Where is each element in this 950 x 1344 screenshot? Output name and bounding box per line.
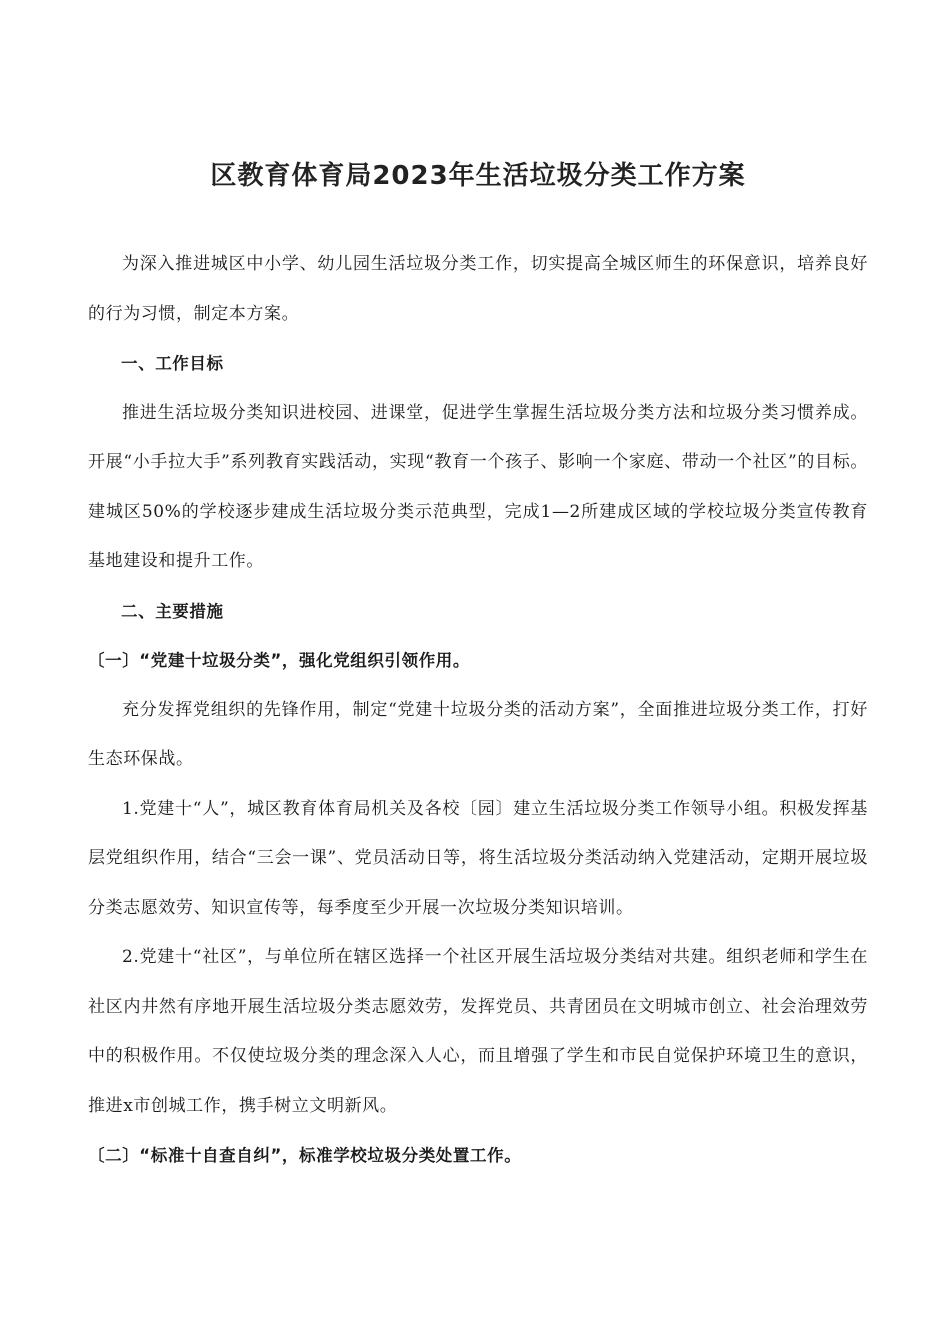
section-heading-goals: 一、工作目标: [121, 354, 224, 373]
item-2-paragraph: 2.党建十“社区”，与单位所在辖区选择一个社区开展生活垃圾分类结对共建。组织老师和学生在社区内井然有序地开展生活垃圾分类志愿效劳，发挥党员、共青团员在文明城市创立、社会治理效劳中的积极作用。不仅使垃圾分类的理念深入人心，而且增强了学生和市民自觉保护环境卫生的意识，推进x市创城工作，携手树立文明新风。: [88, 947, 868, 1116]
item-1-paragraph: 1.党建十“人”，城区教育体育局机关及各校〔园〕建立生活垃圾分类工作领导小组。积极发挥基层党组织作用，结合“三会一课”、党员活动日等，将生活垃圾分类活动纳入党建活动，定期开展垃圾分类志愿效劳、知识宣传等，每季度至少开展一次垃圾分类知识培训。: [88, 798, 868, 918]
intro-paragraph: 为深入推进城区中小学、幼儿园生活垃圾分类工作，切实提高全城区师生的环保意识，培养良好的行为习惯，制定本方案。: [88, 254, 868, 324]
document-title: 区教育体育局2023年生活垃圾分类工作方案: [210, 161, 746, 191]
subsection-heading-standards: 〔二〕“标准十自查自纠”，标准学校垃圾分类处置工作。: [88, 1146, 522, 1165]
section-heading-measures: 二、主要措施: [121, 601, 224, 621]
document-body: [88, 240, 868, 1181]
subsection-heading-party-building: 〔一〕“党建十垃圾分类”，强化党组织引领作用。: [88, 651, 470, 670]
party-building-paragraph: 充分发挥党组织的先锋作用，制定“党建十垃圾分类的活动方案”，全面推进垃圾分类工作，打好生态环保战。: [88, 699, 868, 769]
goals-paragraph: 推进生活垃圾分类知识进校园、进课堂，促进学生掌握生活垃圾分类方法和垃圾分类习惯养成。开展“小手拉大手”系列教育实践活动，实现“教育一个孩子、影响一个家庭、带动一个社区”的目标。建城区50%的学校逐步建成生活垃圾分类示范典型，完成1—2所建成区域的学校垃圾分类宣传教育基地建设和提升工作。: [88, 402, 868, 571]
